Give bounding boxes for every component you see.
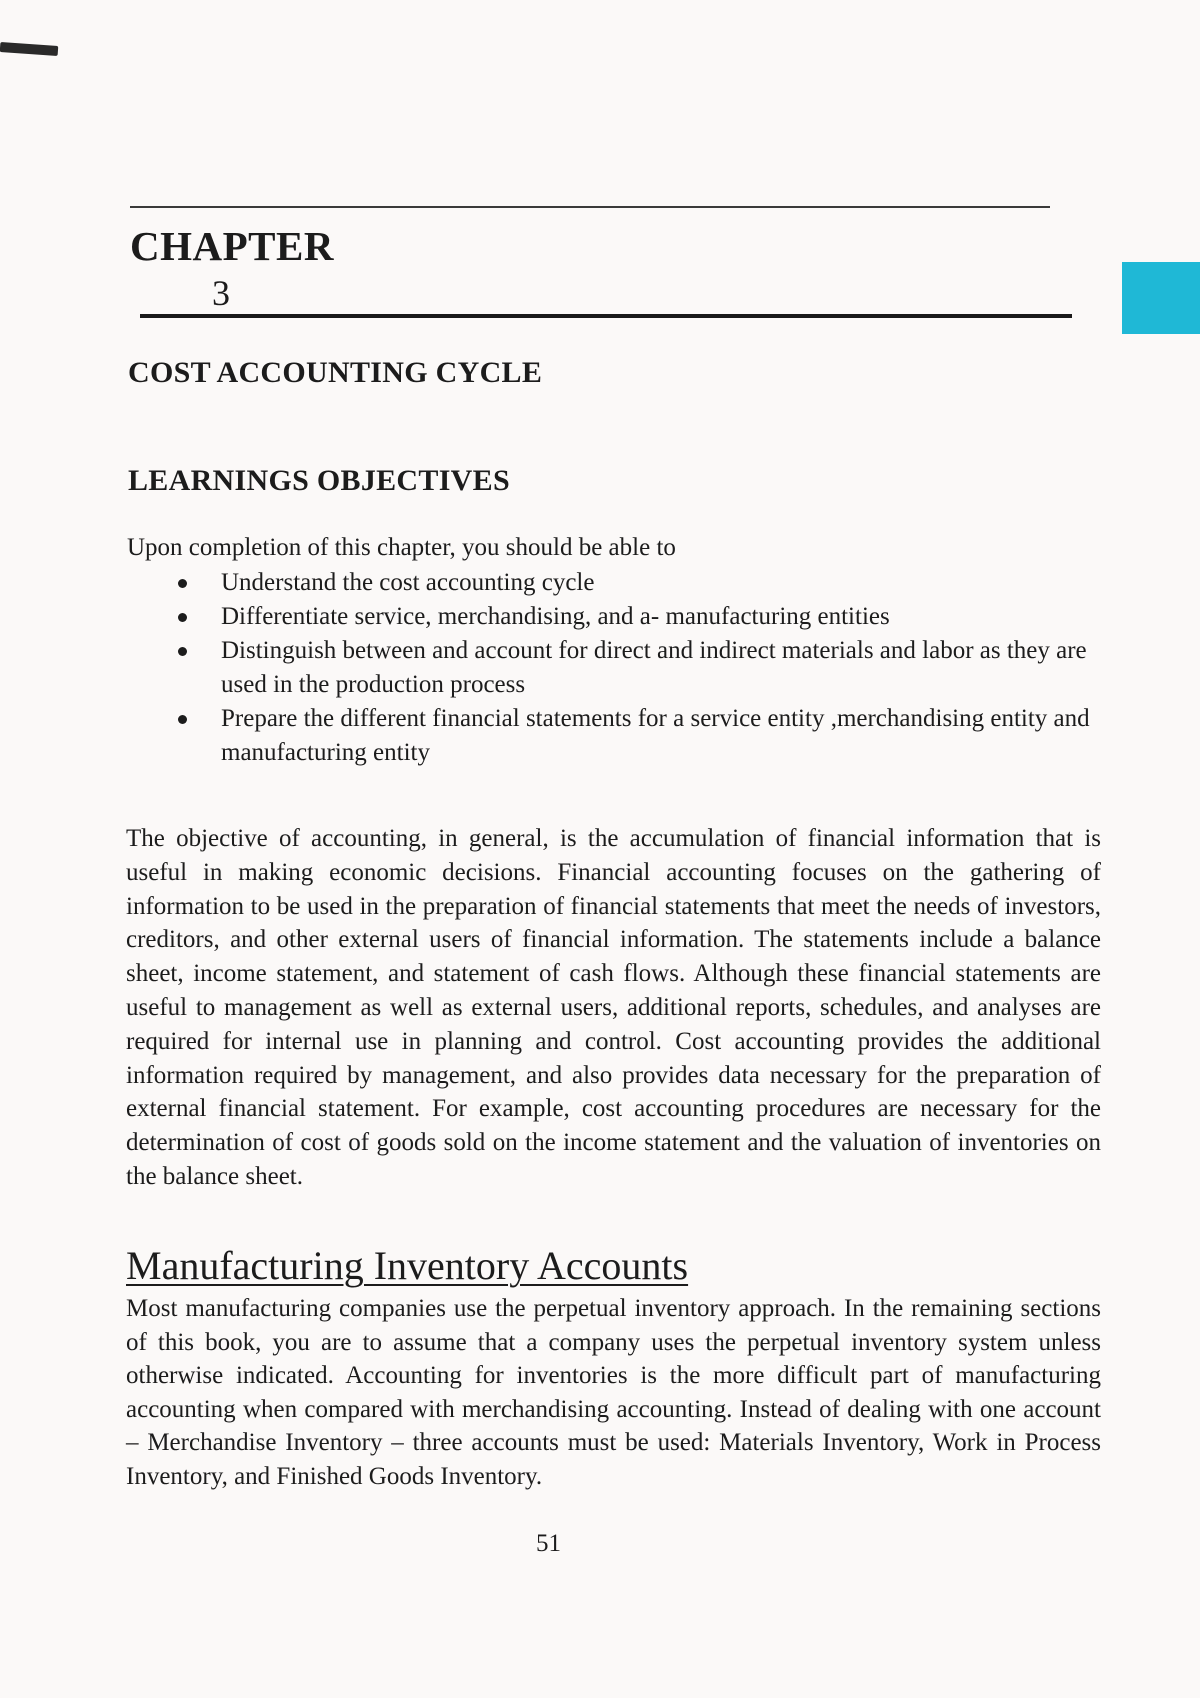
bullet-icon xyxy=(178,613,187,622)
objective-item xyxy=(170,566,1100,600)
chapter-title: COST ACCOUNTING CYCLE xyxy=(128,356,543,389)
intro-paragraph: The objective of accounting, in general, is the accumulation of financial information that is useful in making economic decisions. Financial accounting focuses on the gathering of information to be used in the preparation of financial statements that meet the needs of investors, creditors, and other external users of financial information. The statements include a balance sheet, income statement, and statement of cash flows. Although these financial statements are useful to management as well as external users, additional reports, schedules, and analyses are required for internal use in planning and control. Cost accounting provides the additional information required by management, and also provides data necessary for the preparation of external financial statement. For example, cost accounting procedures are necessary for the determination of cost of goods sold on the income statement and the valuation of inventories on the balance sheet. xyxy=(126,825,1101,1190)
chapter-number: 3 xyxy=(212,273,230,313)
objective-text: Distinguish between and account for direct and indirect materials and labor as they are used in the production process xyxy=(221,637,1087,698)
corner-mark xyxy=(0,42,58,56)
bullet-icon xyxy=(178,579,187,588)
objective-text: Differentiate service, merchandising, and a- manufacturing entities xyxy=(221,603,890,630)
objective-item xyxy=(170,600,1100,634)
page-number: 51 xyxy=(536,1530,561,1557)
chapter-label: CHAPTER xyxy=(130,223,334,269)
cyan-tab-marker xyxy=(1122,262,1200,334)
objective-text: Prepare the different financial statements for a service entity ,merchandising entity and manufacturing entity xyxy=(221,705,1090,766)
objective-text: Understand the cost accounting cycle xyxy=(221,569,595,596)
bullet-icon xyxy=(178,647,187,656)
chapter-top-rule xyxy=(130,206,1050,208)
objectives-list xyxy=(170,566,1100,770)
objectives-heading: LEARNINGS OBJECTIVES xyxy=(128,464,510,497)
objective-item xyxy=(170,634,1100,702)
chapter-bottom-rule xyxy=(140,314,1072,318)
section-heading: Manufacturing Inventory Accounts xyxy=(126,1243,689,1288)
bullet-icon xyxy=(178,715,187,724)
objectives-intro: Upon completion of this chapter, you should be able to xyxy=(127,534,676,561)
objective-item xyxy=(170,702,1100,770)
section-paragraph: Most manufacturing companies use the perpetual inventory approach. In the remaining sections of this book, you are to assume that a company uses the perpetual inventory system unless otherwise indicated. Accounting for inventories is the more difficult part of manufacturing accounting when compared with merchandising accounting. Instead of dealing with one account – Merchandise Inventory – three accounts must be used: Materials Inventory, Work in Process Inventory, and Finished Goods Inventory. xyxy=(126,1295,1101,1490)
